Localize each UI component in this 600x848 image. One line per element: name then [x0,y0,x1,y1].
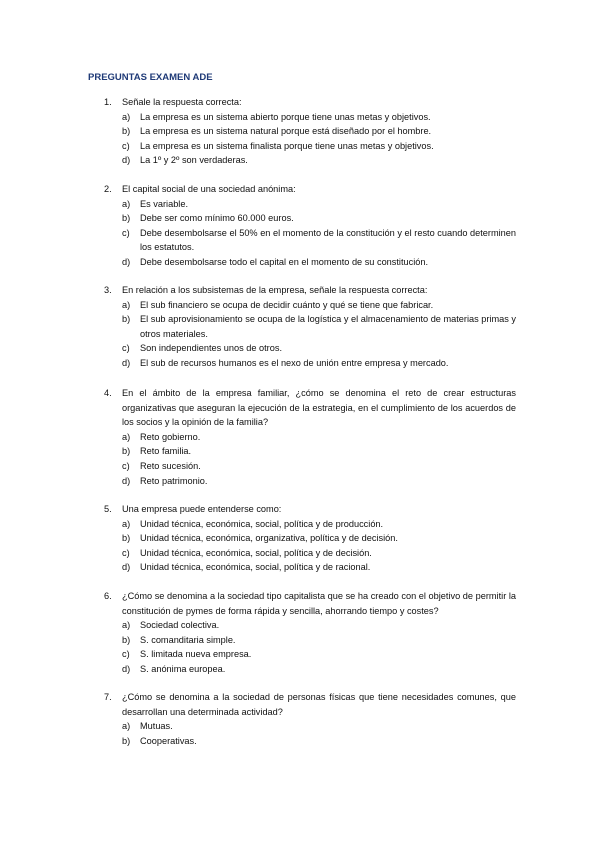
option-c: c) Reto sucesión. [122,460,201,471]
question-number: 1. [104,97,112,107]
option-d: d) Unidad técnica, económica, social, política y de racional. [122,562,371,573]
option-d: d) La 1º y 2º son verdaderas. [122,155,248,166]
option-c: c) S. limitada nueva empresa. [122,649,252,660]
option-b: b) S. comanditaria simple. [122,634,236,645]
question-7 [104,690,516,748]
question-number: 5. [104,504,112,514]
option-a: a) Mutuas. [122,721,173,732]
option-b: b) Reto familia. [122,446,192,457]
question-number: 2. [104,184,112,194]
question-number: 7. [104,692,112,702]
option-d: d) Debe desembolsarse todo el capital en el momento de su constitución. [122,256,429,267]
question-3 [104,283,516,371]
question-text: Señale la respuesta correcta: [122,97,242,107]
question-number: 3. [104,285,112,295]
question-6 [104,589,516,677]
option-a: a) Reto gobierno. [122,431,201,442]
question-text: Una empresa puede entenderse como: [122,504,282,514]
option-a: a) El sub financiero se ocupa de decidir cuánto y qué se tiene que fabricar. [122,299,434,310]
option-a: a) Sociedad colectiva. [122,620,220,631]
document-title: PREGUNTAS EXAMEN ADE [88,72,213,83]
option-d: d) S. anónima europea. [122,663,226,674]
option-b: b) Unidad técnica, económica, organizativa, política y de decisión. [122,533,398,544]
question-text: ¿Cómo se denomina a la sociedad de personas físicas que tiene necesidades comunes, que desarrollan una determinada actividad? [122,692,516,717]
option-a: a) La empresa es un sistema abierto porque tiene unas metas y objetivos. [122,111,431,122]
option-b: b) Cooperativas. [122,735,197,746]
question-text: El capital social de una sociedad anónima: [122,184,296,194]
option-b: b) El sub aprovisionamiento se ocupa de la logística y el almacenamiento de materias primas y otros materiales. [122,314,516,339]
option-c: c) La empresa es un sistema finalista porque tiene unas metas y objetivos. [122,140,434,151]
question-1 [104,95,516,168]
option-b: b) La empresa es un sistema natural porque está diseñado por el hombre. [122,126,432,137]
question-4 [104,386,516,488]
question-number: 4. [104,388,112,398]
question-text: ¿Cómo se denomina a la sociedad tipo capitalista que se ha creado con el objetivo de permitir la constitución de pymes de forma rápida y sencilla, ahorrando tiempo y costes? [122,591,516,616]
question-5 [104,502,516,575]
question-text: En relación a los subsistemas de la empresa, señale la respuesta correcta: [122,285,428,295]
option-d: d) El sub de recursos humanos es el nexo de unión entre empresa y mercado. [122,357,449,368]
option-c: c) Debe desembolsarse el 50% en el momento de la constitución y el resto cuando determinen los estatutos. [122,227,516,253]
option-b: b) Debe ser como mínimo 60.000 euros. [122,213,294,224]
option-a: a) Es variable. [122,198,189,209]
option-c: c) Son independientes unos de otros. [122,343,283,354]
option-c: c) Unidad técnica, económica, social, política y de decisión. [122,547,372,558]
question-text: En el ámbito de la empresa familiar, ¿cómo se denomina el reto de crear estructuras organizativas que aseguran la ejecución de la estrategia, en el cumplimiento de los acuerdos de los socios y la opinión de la familia? [122,388,516,428]
option-d: d) Reto patrimonio. [122,475,208,486]
option-a: a) Unidad técnica, económica, social, política y de producción. [122,518,384,529]
question-number: 6. [104,591,112,601]
question-2 [104,182,516,270]
